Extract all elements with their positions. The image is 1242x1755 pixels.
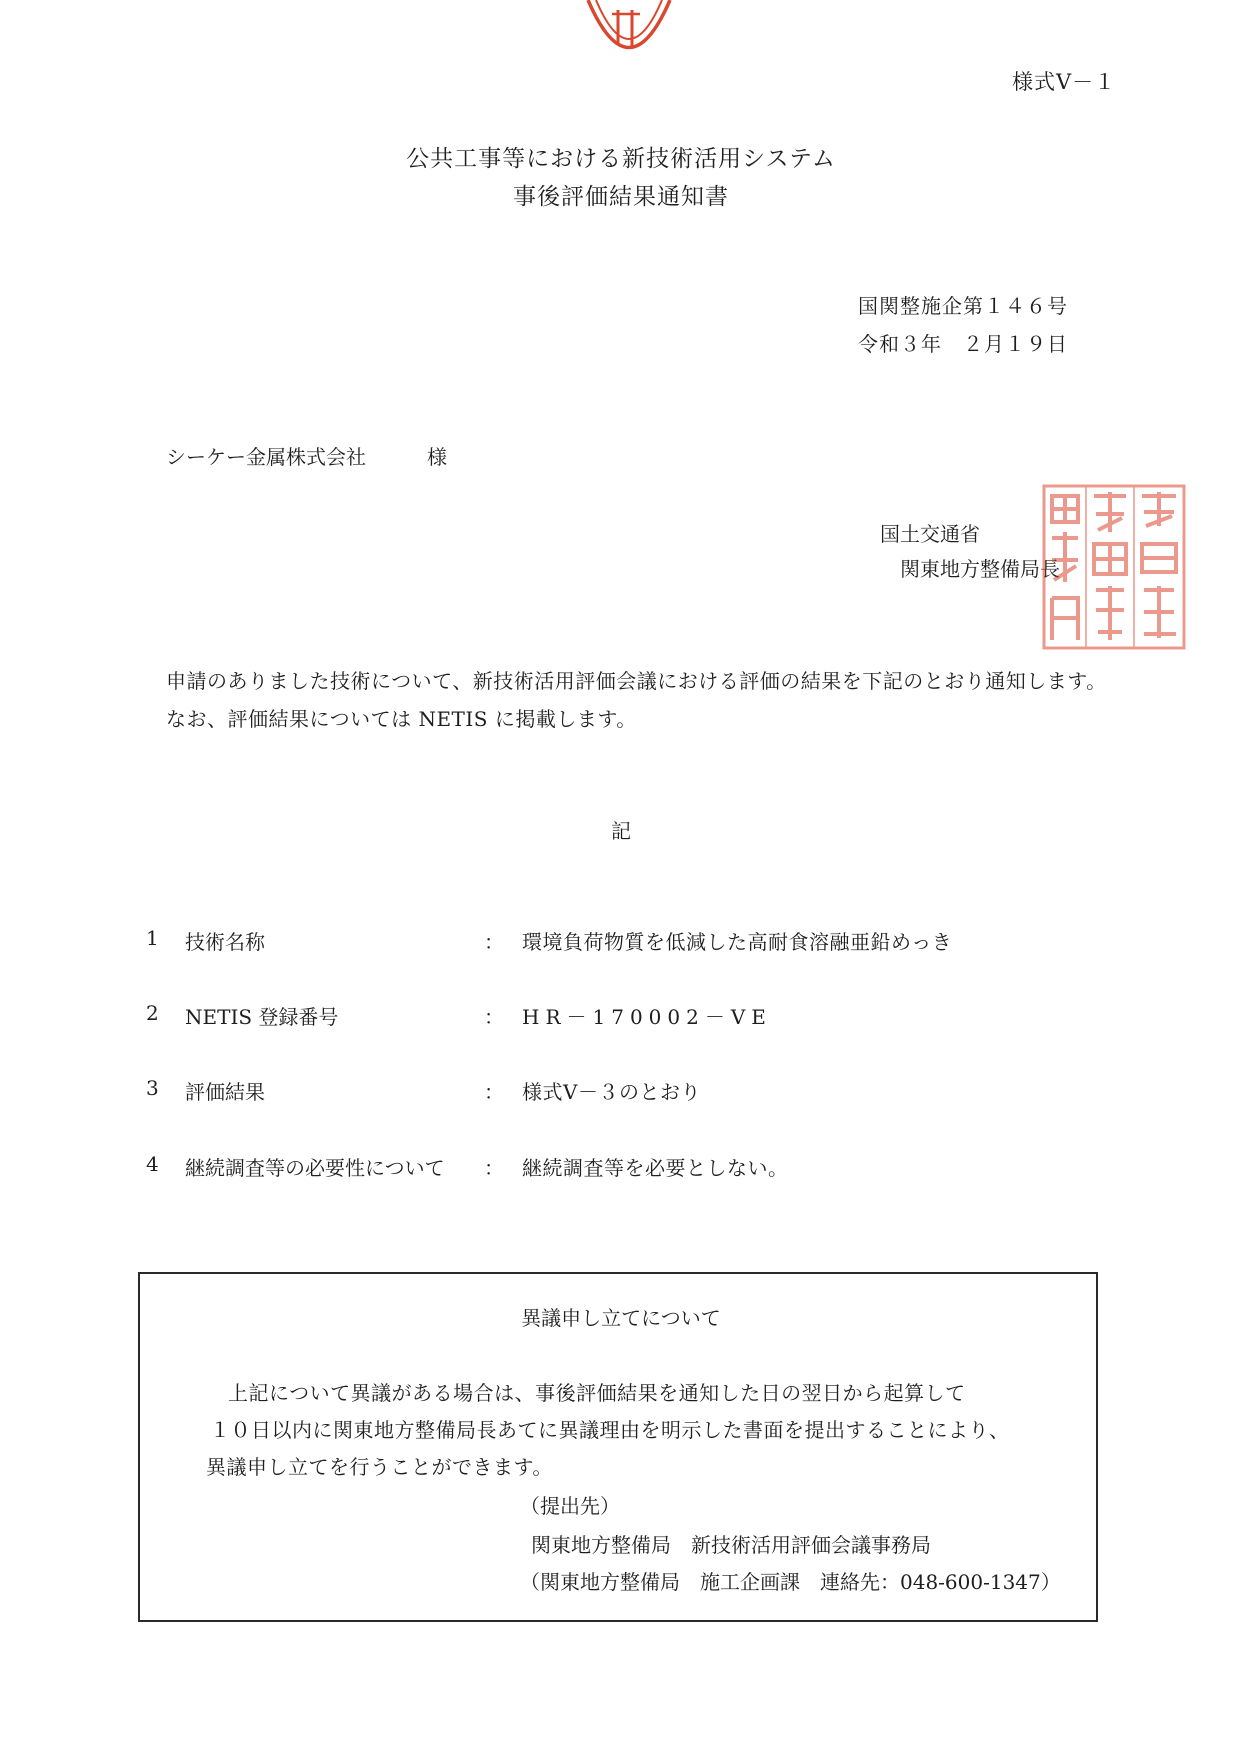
item-value: 環境負荷物質を低減した高耐食溶融亜鉛めっき: [522, 930, 953, 954]
addressee-honorific: 様: [427, 445, 447, 469]
submission-label: （提出先）: [520, 1494, 620, 1518]
objection-title: 異議申し立てについて: [521, 1306, 721, 1330]
item-colon: ：: [484, 1156, 504, 1180]
submission-destination: 関東地方整備局 新技術活用評価会議事務局: [531, 1533, 931, 1557]
objection-text-line2: １０日以内に関東地方整備局長あてに異議理由を明示した書面を提出することにより、: [210, 1418, 1010, 1442]
item-colon: ：: [484, 1080, 504, 1104]
document-title-line1: 公共工事等における新技術活用システム: [406, 146, 836, 172]
item-value: 継続調査等を必要としない。: [522, 1156, 789, 1180]
item-label: 技術名称: [185, 930, 265, 954]
sender-bureau-chief: 関東地方整備局長: [900, 557, 1060, 581]
official-seal-icon: [1040, 482, 1188, 652]
item-label: 評価結果: [185, 1080, 265, 1104]
ki-heading: 記: [611, 819, 631, 843]
body-paragraph-line2: なお、評価結果については NETIS に掲載します。: [166, 707, 637, 731]
receipt-stamp-icon: [584, 0, 674, 62]
objection-text-line3: 異議申し立てを行うことができます。: [206, 1455, 553, 1479]
item-colon: ：: [484, 1005, 504, 1029]
document-title-line2: 事後評価結果通知書: [513, 184, 729, 210]
item-value: 様式Ⅴ－３のとおり: [522, 1080, 701, 1104]
item-value: HR－170002－VE: [522, 1005, 772, 1029]
addressee-company: シーケー金属株式会社: [166, 445, 366, 469]
item-colon: ：: [484, 930, 504, 954]
item-number: 4: [146, 1152, 159, 1176]
body-paragraph-line1: 申請のありました技術について、新技術活用評価会議における評価の結果を下記のとおり通知します。: [166, 669, 1107, 693]
item-label: 継続調査等の必要性について: [185, 1156, 445, 1180]
submission-contact: （関東地方整備局 施工企画課 連絡先：048-600-1347）: [520, 1570, 1061, 1594]
form-id: 様式Ⅴ－１: [1012, 70, 1117, 94]
item-number: 1: [146, 926, 159, 950]
document-date: 令和３年 ２月１９日: [858, 332, 1068, 356]
sender-ministry: 国土交通省: [880, 522, 980, 546]
item-label: NETIS 登録番号: [185, 1005, 339, 1029]
item-number: 2: [146, 1001, 159, 1025]
item-number: 3: [146, 1076, 159, 1100]
document-number: 国関整施企第１４６号: [858, 294, 1068, 318]
objection-text-line1: 上記について異議がある場合は、事後評価結果を通知した日の翌日から起算して: [228, 1381, 966, 1405]
